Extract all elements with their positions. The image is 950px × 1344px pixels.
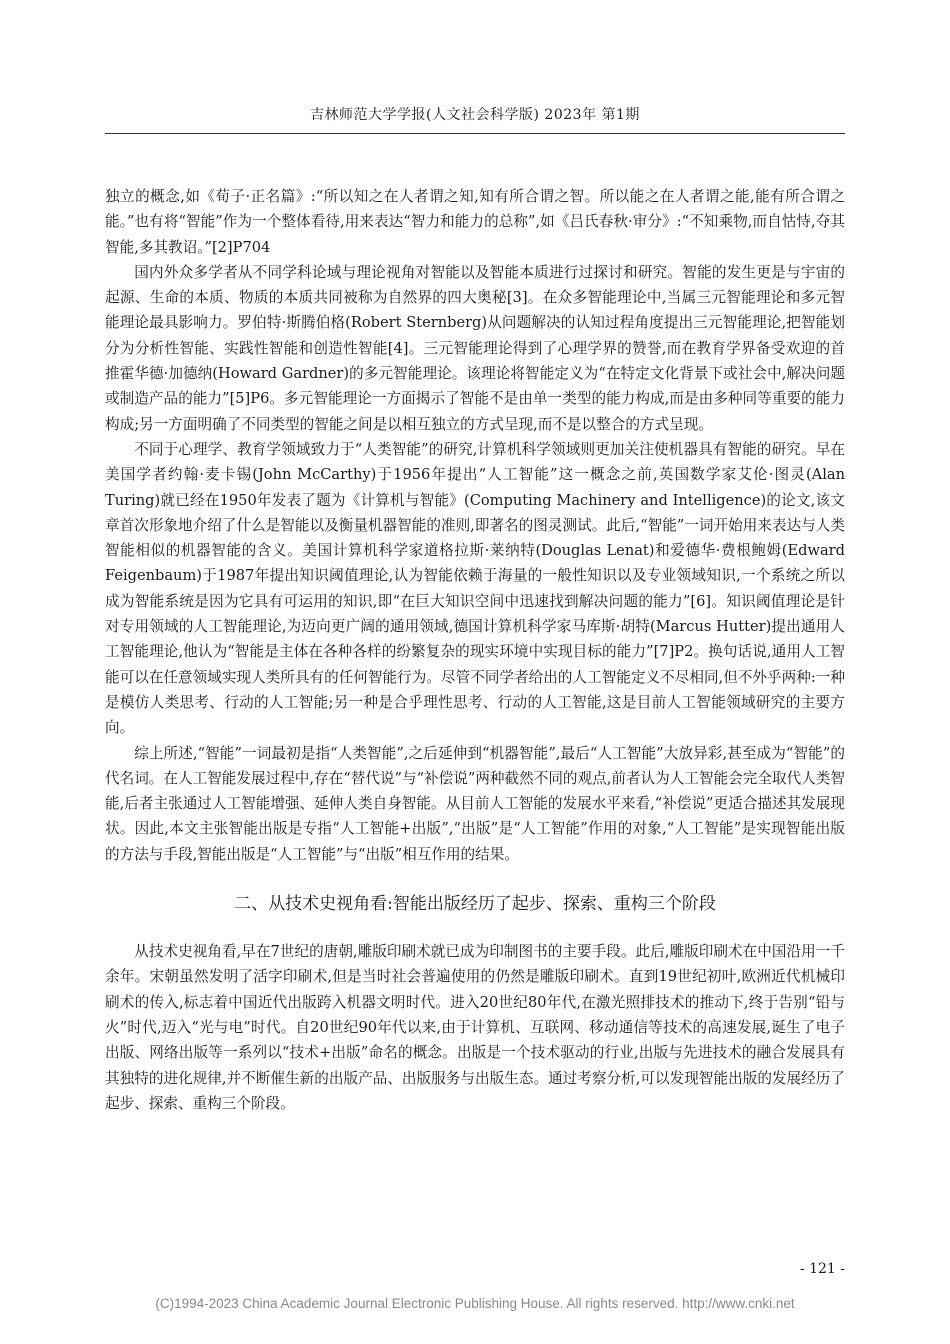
header-divider [105,133,845,134]
running-header: 吉林师范大学学报(人文社会科学版) 2023年 第1期 [310,107,640,123]
article-body [105,184,845,1116]
body-paragraph: 国内外众多学者从不同学科论域与理论视角对智能以及智能本质进行过探讨和研究。智能的发生更是与宇宙的起源、生命的本质、物质的本质共同被称为自然界的四大奥秘[3]。在众多智能理论中,当属三元智能理论和多元智能理论最具影响力。罗伯特·斯腾伯格(Robert Sternberg)从问题解决的认知过程角度提出三元智能理论,把智能划分为分析性智能、实践性智能和创造性智能[4]。三元智能理论得到了心理学界的赞誉,而在教育学界备受欢迎的首推霍华德·加德纳(Howard Gardner)的多元智能理论。该理论将智能定义为“在特定文化背景下或社会中,解决问题或制造产品的能力”[5]P6。多元智能理论一方面揭示了智能不是由单一类型的能力构成,而是由多种同等重要的能力构成;另一方面明确了不同类型的智能之间是以相互独立的方式呈现,而不是以整合的方式呈现。 [105,263,845,433]
body-paragraph: 综上所述,“智能”一词最初是指“人类智能”,之后延伸到“机器智能”,最后“人工智能”大放异彩,甚至成为“智能”的代名词。在人工智能发展过程中,存在“替代说”与“补偿说”两种截然不同的观点,前者认为人工智能会完全取代人类智能,后者主张通过人工智能增强、延伸人类自身智能。从目前人工智能的发展水平来看,“补偿说”更适合描述其发展现状。因此,本文主张智能出版是专指“人工智能+出版”,“出版”是“人工智能”作用的对象,“人工智能”是实现智能出版的方法与手段,智能出版是“人工智能”与“出版”相互作用的结果。 [105,744,845,863]
body-paragraph: 不同于心理学、教育学领域致力于“人类智能”的研究,计算机科学领域则更加关注使机器具有智能的研究。早在美国学者约翰·麦卡锡(John McCarthy)于1956年提出“人工智能”这一概念之前,英国数学家艾伦·图灵(Alan Turing)就已经在1950年发表了题为《计算机与智能》(Computing Machinery and Intelligence)的论文,该文章首次形象地介绍了什么是智能以及衡量机器智能的准则,即著名的图灵测试。此后,“智能”一词开始用来表达与人类智能相似的机器智能的含义。美国计算机科学家道格拉斯·莱纳特(Douglas Lenat)和爱德华·费根鲍姆(Edward Feigenbaum)于1987年提出知识阈值理论,认为智能依赖于海量的一般性知识以及专业领域知识,一个系统之所以成为智能系统是因为它具有可运用的知识,即“在巨大知识空间中迅速找到解决问题的能力”[6]。知识阈值理论是针对专用领域的人工智能理论,为迈向更广阔的通用领域,德国计算机科学家马库斯·胡特(Marcus Hutter)提出通用人工智能理论,他认为“智能是主体在各种各样的纷繁复杂的现实环境中实现目标的能力”[7]P2。换句话说,通用人工智能可以在任意领域实现人类所具有的任何智能行为。尽管不同学者给出的人工智能定义不尽相同,但不外乎两种:一种是模仿人类思考、行动的人工智能;另一种是合乎理性思考、行动的人工智能,这是目前人工智能领域研究的主要方向。 [105,440,845,737]
page-number: - 121 - [799,1261,845,1277]
section-heading: 二、从技术史视角看:智能出版经历了起步、探索、重构三个阶段 [234,894,716,915]
body-paragraph: 从技术史视角看,早在7世纪的唐朝,雕版印刷术就已成为印制图书的主要手段。此后,雕版印刷术在中国沿用一千余年。宋朝虽然发明了活字印刷术,但是当时社会普遍使用的仍然是雕版印刷术。直到19世纪初叶,欧洲近代机械印刷术的传入,标志着中国近代出版跨入机器文明时代。进入20世纪80年代,在激光照排技术的推动下,终于告别“铅与火”时代,迈入“光与电”时代。自20世纪90年代以来,由于计算机、互联网、移动通信等技术的高速发展,诞生了电子出版、网络出版等一系列以“技术+出版”命名的概念。出版是一个技术驱动的行业,出版与先进技术的融合发展具有其独特的进化规律,并不断催生新的出版产品、出版服务与出版生态。通过考察分析,可以发现智能出版的发展经历了起步、探索、重构三个阶段。 [105,943,845,1112]
copyright-footer: (C)1994-2023 China Academic Journal Electronic Publishing House. All rights reserved. http://www.cnki.net [155,1296,795,1311]
body-paragraph: 独立的概念,如《荀子·正名篇》:“所以知之在人者谓之知,知有所合谓之智。所以能之在人者谓之能,能有所合谓之能。”也有将“智能”作为一个整体看待,用来表达“智力和能力的总称”,如《吕氏春秋·审分》:“不知乘物,而自怙恃,夺其智能,多其教诏。”[2]P704 [105,188,845,256]
